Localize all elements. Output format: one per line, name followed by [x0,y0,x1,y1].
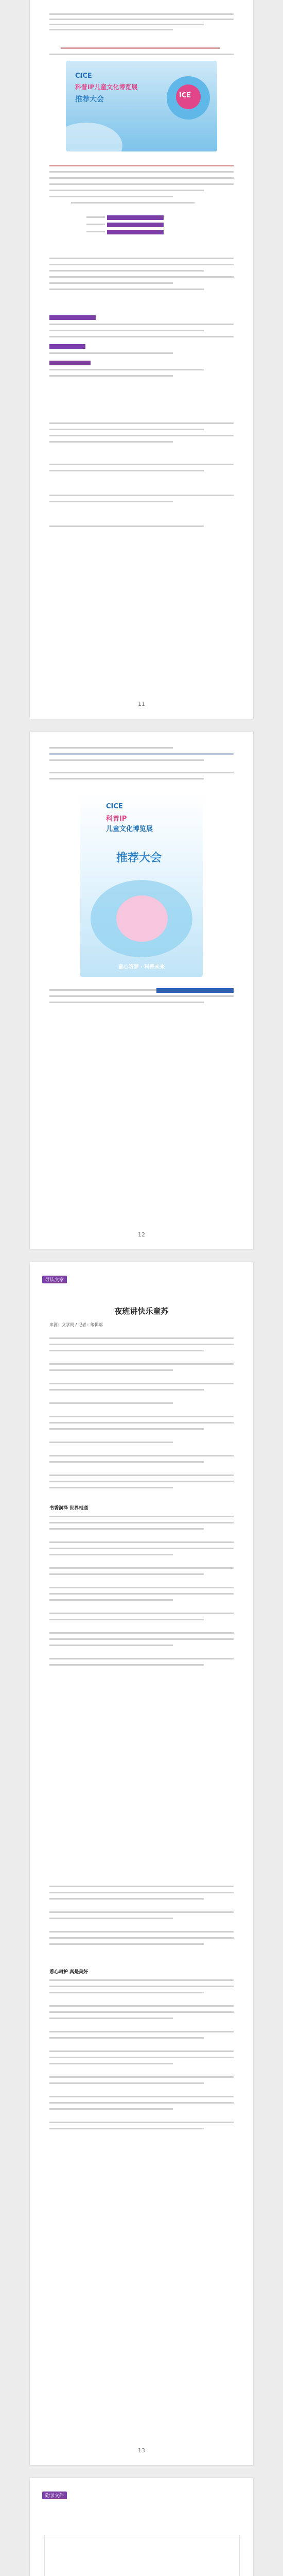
text-line [49,1442,173,1443]
text-line [49,422,234,424]
text-line [49,1599,173,1601]
text-line [49,2128,204,2129]
text-line [49,258,234,259]
text-line [49,441,173,443]
poster-line3: 儿童文化博览展 [106,825,153,833]
text-line [49,1554,173,1555]
text-line [49,330,204,331]
red-text-line [49,165,234,166]
text-line [49,1389,204,1391]
highlight-bar [49,315,96,320]
text-line [49,1632,234,1634]
page-number: 11 [138,701,145,707]
text-line [49,2031,234,2032]
text-line [49,171,234,173]
text-line [49,1886,234,1887]
text-line [49,19,234,20]
text-line [49,1487,173,1488]
text-line [49,1337,234,1339]
byline: 来源：文学网 / 记者：编辑部 [49,1323,103,1327]
text-line [49,24,204,25]
text-line [49,1619,204,1620]
text-line [49,196,173,197]
page-2 [30,732,253,1249]
text-line [49,1664,204,1666]
text-line [49,1986,234,1987]
text-line [49,1428,204,1430]
text-line [49,1541,234,1543]
section-tag: 附录文件 [42,2492,67,2499]
highlight-bar [49,344,85,349]
text-line [49,1350,204,1351]
poster-slogan: 童心筑梦 · 科普未来 [118,964,165,970]
event-poster-1 [66,61,217,151]
text-line [49,1522,234,1523]
text-line [49,1931,234,1933]
text-line [49,2076,234,2078]
text-line [49,1002,204,1003]
text-line [49,2037,204,2039]
text-line [49,2096,234,2097]
text-line [49,1344,234,1345]
text-line [49,1587,234,1588]
poster-line2: 科普IP [106,815,127,823]
text-line [49,1937,234,1939]
text-line [49,995,234,997]
text-line [49,2082,204,2084]
text-line [49,2011,234,2013]
text-line [86,224,105,225]
text-line [49,747,173,749]
text-line [49,772,234,773]
text-line [49,324,234,325]
text-line [49,1369,173,1371]
text-line [49,1898,204,1900]
article-title: 夜班讲快乐童苏 [114,1307,169,1316]
text-line [49,435,234,436]
text-line [49,1593,234,1595]
text-line [49,282,173,284]
text-line [49,495,234,496]
text-line [49,1516,234,1517]
text-line [49,2102,234,2104]
text-line [49,2122,234,2123]
highlight-bar [107,215,164,220]
text-line [49,369,204,370]
text-line [49,1613,234,1614]
text-line [49,1573,204,1575]
text-line [49,1481,234,1482]
event-poster-2 [80,792,203,977]
text-line [49,2005,234,2007]
text-line [49,1645,173,1646]
section-heading: 书香润泽 世界相通 [49,1506,89,1511]
text-line [49,501,173,502]
poster-line2: 科普IP儿童文化博览展 [75,83,138,91]
text-line [49,1528,204,1530]
text-line [49,2108,173,2110]
text-line [49,470,204,471]
text-line [49,1455,234,1456]
text-line [49,1918,173,1919]
page-number: 13 [138,2447,145,2454]
text-line [49,526,204,527]
blue-text-line [49,753,234,755]
text-line [49,1475,234,1476]
poster-line3: 推荐大会 [75,95,104,104]
highlight-bar [107,223,164,227]
page-3 [30,1262,253,2465]
text-line [49,1943,204,1945]
text-line [71,202,194,204]
highlight-bar [49,361,91,365]
text-line [49,1911,234,1913]
decor-cloud [66,123,122,151]
text-line [49,1383,234,1384]
text-line [49,1658,234,1659]
text-line [49,1567,234,1569]
logo-text: ICE [179,92,191,99]
text-line [49,1548,234,1549]
text-line [49,2057,234,2058]
section-tag: 导读文章 [42,1276,67,1283]
text-line [49,190,204,191]
text-line [49,289,204,290]
text-line [49,177,234,179]
text-line [49,1979,234,1981]
decor-figure [116,895,168,942]
text-line [49,352,173,354]
text-line [49,336,234,337]
official-document [44,2535,240,2576]
text-line [49,264,234,265]
poster-line1: CICE [106,803,123,810]
highlight-bar [107,230,164,234]
text-line [49,270,204,272]
poster-line1: CICE [75,72,92,80]
text-line [49,759,204,761]
text-line [86,231,105,232]
text-line [49,1363,234,1365]
text-line [49,1638,234,1640]
text-line [49,1892,234,1893]
text-line [49,778,204,779]
text-line [49,429,204,430]
text-line [49,13,234,15]
poster-line4: 推荐大会 [116,852,162,865]
text-line [49,1422,234,1423]
text-line [49,29,173,30]
text-line [49,183,234,185]
text-line [49,1402,173,1404]
text-line [49,276,234,278]
text-line [49,2018,173,2019]
text-line [49,464,234,465]
page-1 [30,0,253,719]
section-heading: 悉心呵护 真是美好 [49,1970,89,1975]
red-text-line [61,47,220,49]
text-line [49,375,173,377]
text-line [49,1992,204,1993]
page-4 [30,2478,253,2576]
text-line [86,216,105,218]
text-line [49,54,234,55]
text-line [49,2050,234,2052]
text-line [49,1416,234,1417]
text-line [49,1461,204,1463]
highlight-bar [156,988,234,993]
text-line [49,2063,173,2064]
page-number: 12 [138,1231,145,1238]
